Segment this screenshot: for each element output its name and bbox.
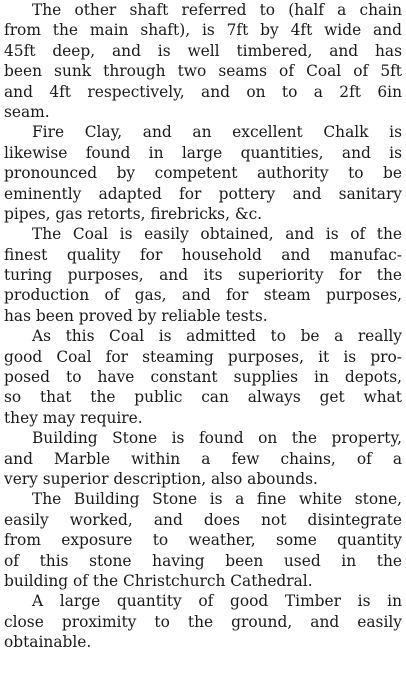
text-line: Building Stone is found on the property, [32, 429, 402, 448]
text-line: close proximity to the ground, and easily [4, 612, 402, 631]
text-line: finest quality for household and manufac- [4, 245, 402, 264]
paragraph-building-stone [4, 428, 402, 489]
text-line: The other shaft referred to (half a chain [32, 1, 402, 19]
text-line: seam. [4, 102, 50, 121]
paragraph-shaft [4, 0, 402, 122]
text-line: from the main shaft), is 7ft by 4ft wide and [4, 21, 402, 40]
text-line: The Coal is easily obtained, and is of the [32, 225, 402, 244]
text-line: The Building Stone is a fine white stone, [32, 490, 402, 509]
text-line: eminently adapted for pottery and sanitary [4, 184, 402, 203]
text-line: posed to have constant supplies in depots, [4, 368, 402, 387]
paragraph-timber [4, 591, 402, 652]
text-line: turing purposes, and its superiority for the [4, 266, 402, 285]
text-line: and Marble within a few chains, of a [4, 449, 402, 468]
text-line: 45ft deep, and is well timbered, and has [4, 41, 402, 60]
text-line: pronounced by competent authority to be [4, 164, 402, 183]
text-line: been sunk through two seams of Coal of 5ft [4, 62, 402, 81]
text-line: building of the Christchurch Cathedral. [4, 571, 313, 590]
paragraph-fire-clay [4, 122, 402, 224]
text-line: good Coal for steaming purposes, it is pro- [4, 347, 402, 366]
text-line: and 4ft respectively, and on to a 2ft 6in [4, 82, 402, 101]
text-line: they may require. [4, 408, 143, 427]
text-line: production of gas, and for steam purposes, [4, 286, 402, 305]
text-line: easily worked, and does not disintegrate [4, 510, 402, 529]
paragraph-steaming-coal [4, 326, 402, 428]
paragraph-white-stone [4, 489, 402, 591]
text-line: very superior description, also abounds. [4, 469, 318, 488]
text-line: likewise found in large quantities, and is [4, 143, 402, 162]
text-line: A large quantity of good Timber is in [32, 592, 402, 611]
text-line: of this stone having been used in the [4, 551, 402, 570]
text-line: obtainable. [4, 633, 92, 652]
text-line: pipes, gas retorts, firebricks, &c. [4, 204, 263, 223]
text-line: Fire Clay, and an excellent Chalk is [32, 123, 402, 142]
text-line: has been proved by reliable tests. [4, 306, 268, 325]
paragraph-coal-quality [4, 224, 402, 326]
text-line: As this Coal is admitted to be a really [32, 327, 402, 346]
text-line: from exposure to weather, some quantity [4, 531, 402, 550]
text-line: so that the public can always get what [4, 388, 402, 407]
